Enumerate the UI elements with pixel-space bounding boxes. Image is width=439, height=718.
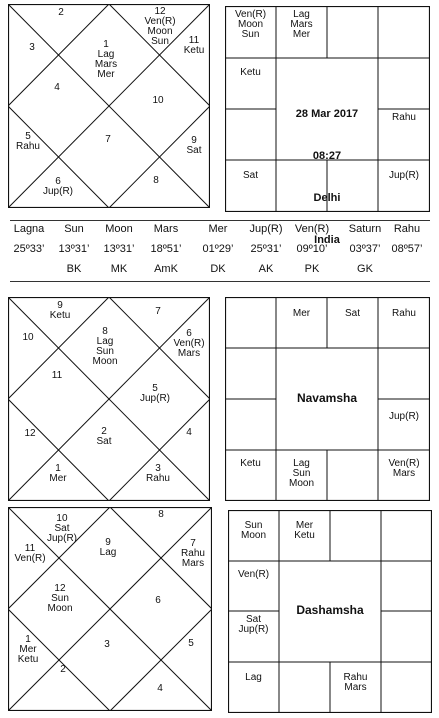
dashamsha-north-house-4: 12 Sun Moon <box>47 583 73 614</box>
rasi-south-cell-pisces: Ven(R) Moon Sun <box>234 9 267 40</box>
dashamsha-north-house-5: 1 Mer Ketu <box>17 634 39 665</box>
karaka: AK <box>258 263 274 275</box>
karaka: BK <box>66 263 82 275</box>
rasi-south-cell-virgo: Jup(R) <box>388 170 419 181</box>
rasi-north-lines <box>8 4 210 208</box>
rasi-south-cell-aquarius: Ketu <box>240 67 261 78</box>
dashamsha-north-house-12: 8 <box>158 509 164 520</box>
rasi-south-cell-sagittarius: Sat <box>242 170 258 181</box>
karaka: DK <box>210 263 226 275</box>
planet-name: Sun <box>64 223 84 235</box>
rasi-north-house-12: 2 <box>58 7 64 18</box>
planet-name: Lagna <box>13 223 45 235</box>
navamsha-north-house-5: 12 <box>24 428 36 439</box>
rasi-north-house-9: 5 Rahu <box>16 131 40 152</box>
karaka: PK <box>304 263 320 275</box>
dashamsha-north-house-7: 3 <box>104 639 110 650</box>
navamsha-north-house-7: 2 Sat <box>96 426 112 447</box>
karaka: AmK <box>154 263 178 275</box>
rasi-north-chart <box>8 4 210 208</box>
navamsha-south-cell-virgo: Ven(R) Mars <box>388 458 420 479</box>
rasi-north-house-6: 8 <box>153 175 159 186</box>
karaka: GK <box>357 263 373 275</box>
rasi-north-house-2: 12 Ven(R) Moon Sun <box>144 6 176 47</box>
planet-name: Saturn <box>348 223 382 235</box>
navamsha-title: Navamsha <box>296 391 358 405</box>
rasi-north-house-8: 6 Jup(R) <box>42 176 74 197</box>
planet-degree: 25º33’ <box>13 243 45 255</box>
planet-name: Mars <box>153 223 179 235</box>
planet-degree: 01º29’ <box>202 243 234 255</box>
navamsha-north-house-4: 11 <box>51 370 63 381</box>
birth-date: 28 Mar 2017 <box>295 108 359 120</box>
rasi-south-cell-aries: Lag Mars Mer <box>290 9 313 40</box>
planet-degree: 13º31’ <box>103 243 135 255</box>
rasi-north-house-7: 7 <box>105 134 111 145</box>
dashamsha-south-cell-aries: Mer Ketu <box>294 520 315 541</box>
dashamsha-south-cell-libra: Rahu Mars <box>343 672 368 693</box>
planet-degree: 09º10’ <box>296 243 328 255</box>
navamsha-north-house-2: 9 Ketu <box>49 300 71 321</box>
planet-positions-table <box>0 220 439 282</box>
planet-name: Ven(R) <box>294 223 330 235</box>
dashamsha-north-house-1: 9 Lag <box>99 537 117 558</box>
rasi-north-house-3: 11 Ketu <box>183 35 205 56</box>
navamsha-north-house-9: 4 <box>186 427 192 438</box>
navamsha-north-house-1: 8 Lag Sun Moon <box>92 326 118 367</box>
dashamsha-south-cell-sagittarius: Lag <box>245 672 262 683</box>
planet-degree: 18º51’ <box>150 243 182 255</box>
rasi-north-house-1: 1 Lag Mars Mer <box>94 39 118 80</box>
dashamsha-north-house-9: 5 <box>188 638 194 649</box>
rasi-south-cell-cancer: Rahu <box>392 112 416 123</box>
dashamsha-north-chart <box>8 507 212 711</box>
navamsha-north-house-8: 3 Rahu <box>146 463 170 484</box>
planet-name: Moon <box>105 223 133 235</box>
dashamsha-north-house-6: 2 <box>60 664 66 675</box>
rasi-north-house-11: 3 <box>29 42 35 53</box>
navamsha-north-house-10: 5 Jup(R) <box>139 383 171 404</box>
dashamsha-north-house-3: 11 Ven(R) <box>14 543 46 564</box>
navamsha-north-house-12: 7 <box>155 306 161 317</box>
birth-place: Delhi <box>313 192 341 204</box>
rasi-north-house-10: 4 <box>54 82 60 93</box>
navamsha-south-cell-sagittarius: Ketu <box>240 458 261 469</box>
planet-degree: 25º31’ <box>250 243 282 255</box>
planet-name: Mer <box>208 223 228 235</box>
karaka: MK <box>110 263 128 275</box>
navamsha-south-cell-aries: Mer <box>292 308 311 319</box>
navamsha-north-house-3: 10 <box>22 332 34 343</box>
dashamsha-north-house-10: 6 <box>155 595 161 606</box>
navamsha-north-chart <box>8 297 210 501</box>
dashamsha-north-house-2: 10 Sat Jup(R) <box>46 513 78 544</box>
planet-degree: 08º57’ <box>391 243 423 255</box>
rasi-north-house-4: 10 <box>152 95 164 106</box>
dashamsha-title: Dashamsha <box>296 603 364 617</box>
dashamsha-north-house-11: 7 Rahu Mars <box>181 538 205 569</box>
birth-time: 08:27 <box>312 150 342 162</box>
planet-name: Jup(R) <box>249 223 283 235</box>
navamsha-north-house-6: 1 Mer <box>49 463 67 484</box>
dashamsha-south-cell-capricorn: Sat Jup(R) <box>238 614 269 635</box>
planet-degree: 13º31’ <box>58 243 90 255</box>
dashamsha-south-cell-aquarius: Ven(R) <box>237 569 270 580</box>
rasi-north-house-5: 9 Sat <box>186 135 202 156</box>
navamsha-south-cell-gemini: Rahu <box>392 308 416 319</box>
dashamsha-south-chart <box>228 510 432 713</box>
dashamsha-north-house-8: 4 <box>157 683 163 694</box>
navamsha-south-chart <box>225 297 430 501</box>
birth-country: India <box>314 234 340 246</box>
navamsha-south-cell-leo: Jup(R) <box>388 411 419 422</box>
dashamsha-south-cell-pisces: Sun Moon <box>240 520 266 541</box>
navamsha-south-cell-taurus: Sat <box>344 308 360 319</box>
navamsha-south-cell-scorpio: Lag Sun Moon <box>288 458 314 489</box>
planet-name: Rahu <box>393 223 421 235</box>
planet-degree: 03º37’ <box>349 243 381 255</box>
navamsha-north-house-11: 6 Ven(R) Mars <box>173 328 205 359</box>
